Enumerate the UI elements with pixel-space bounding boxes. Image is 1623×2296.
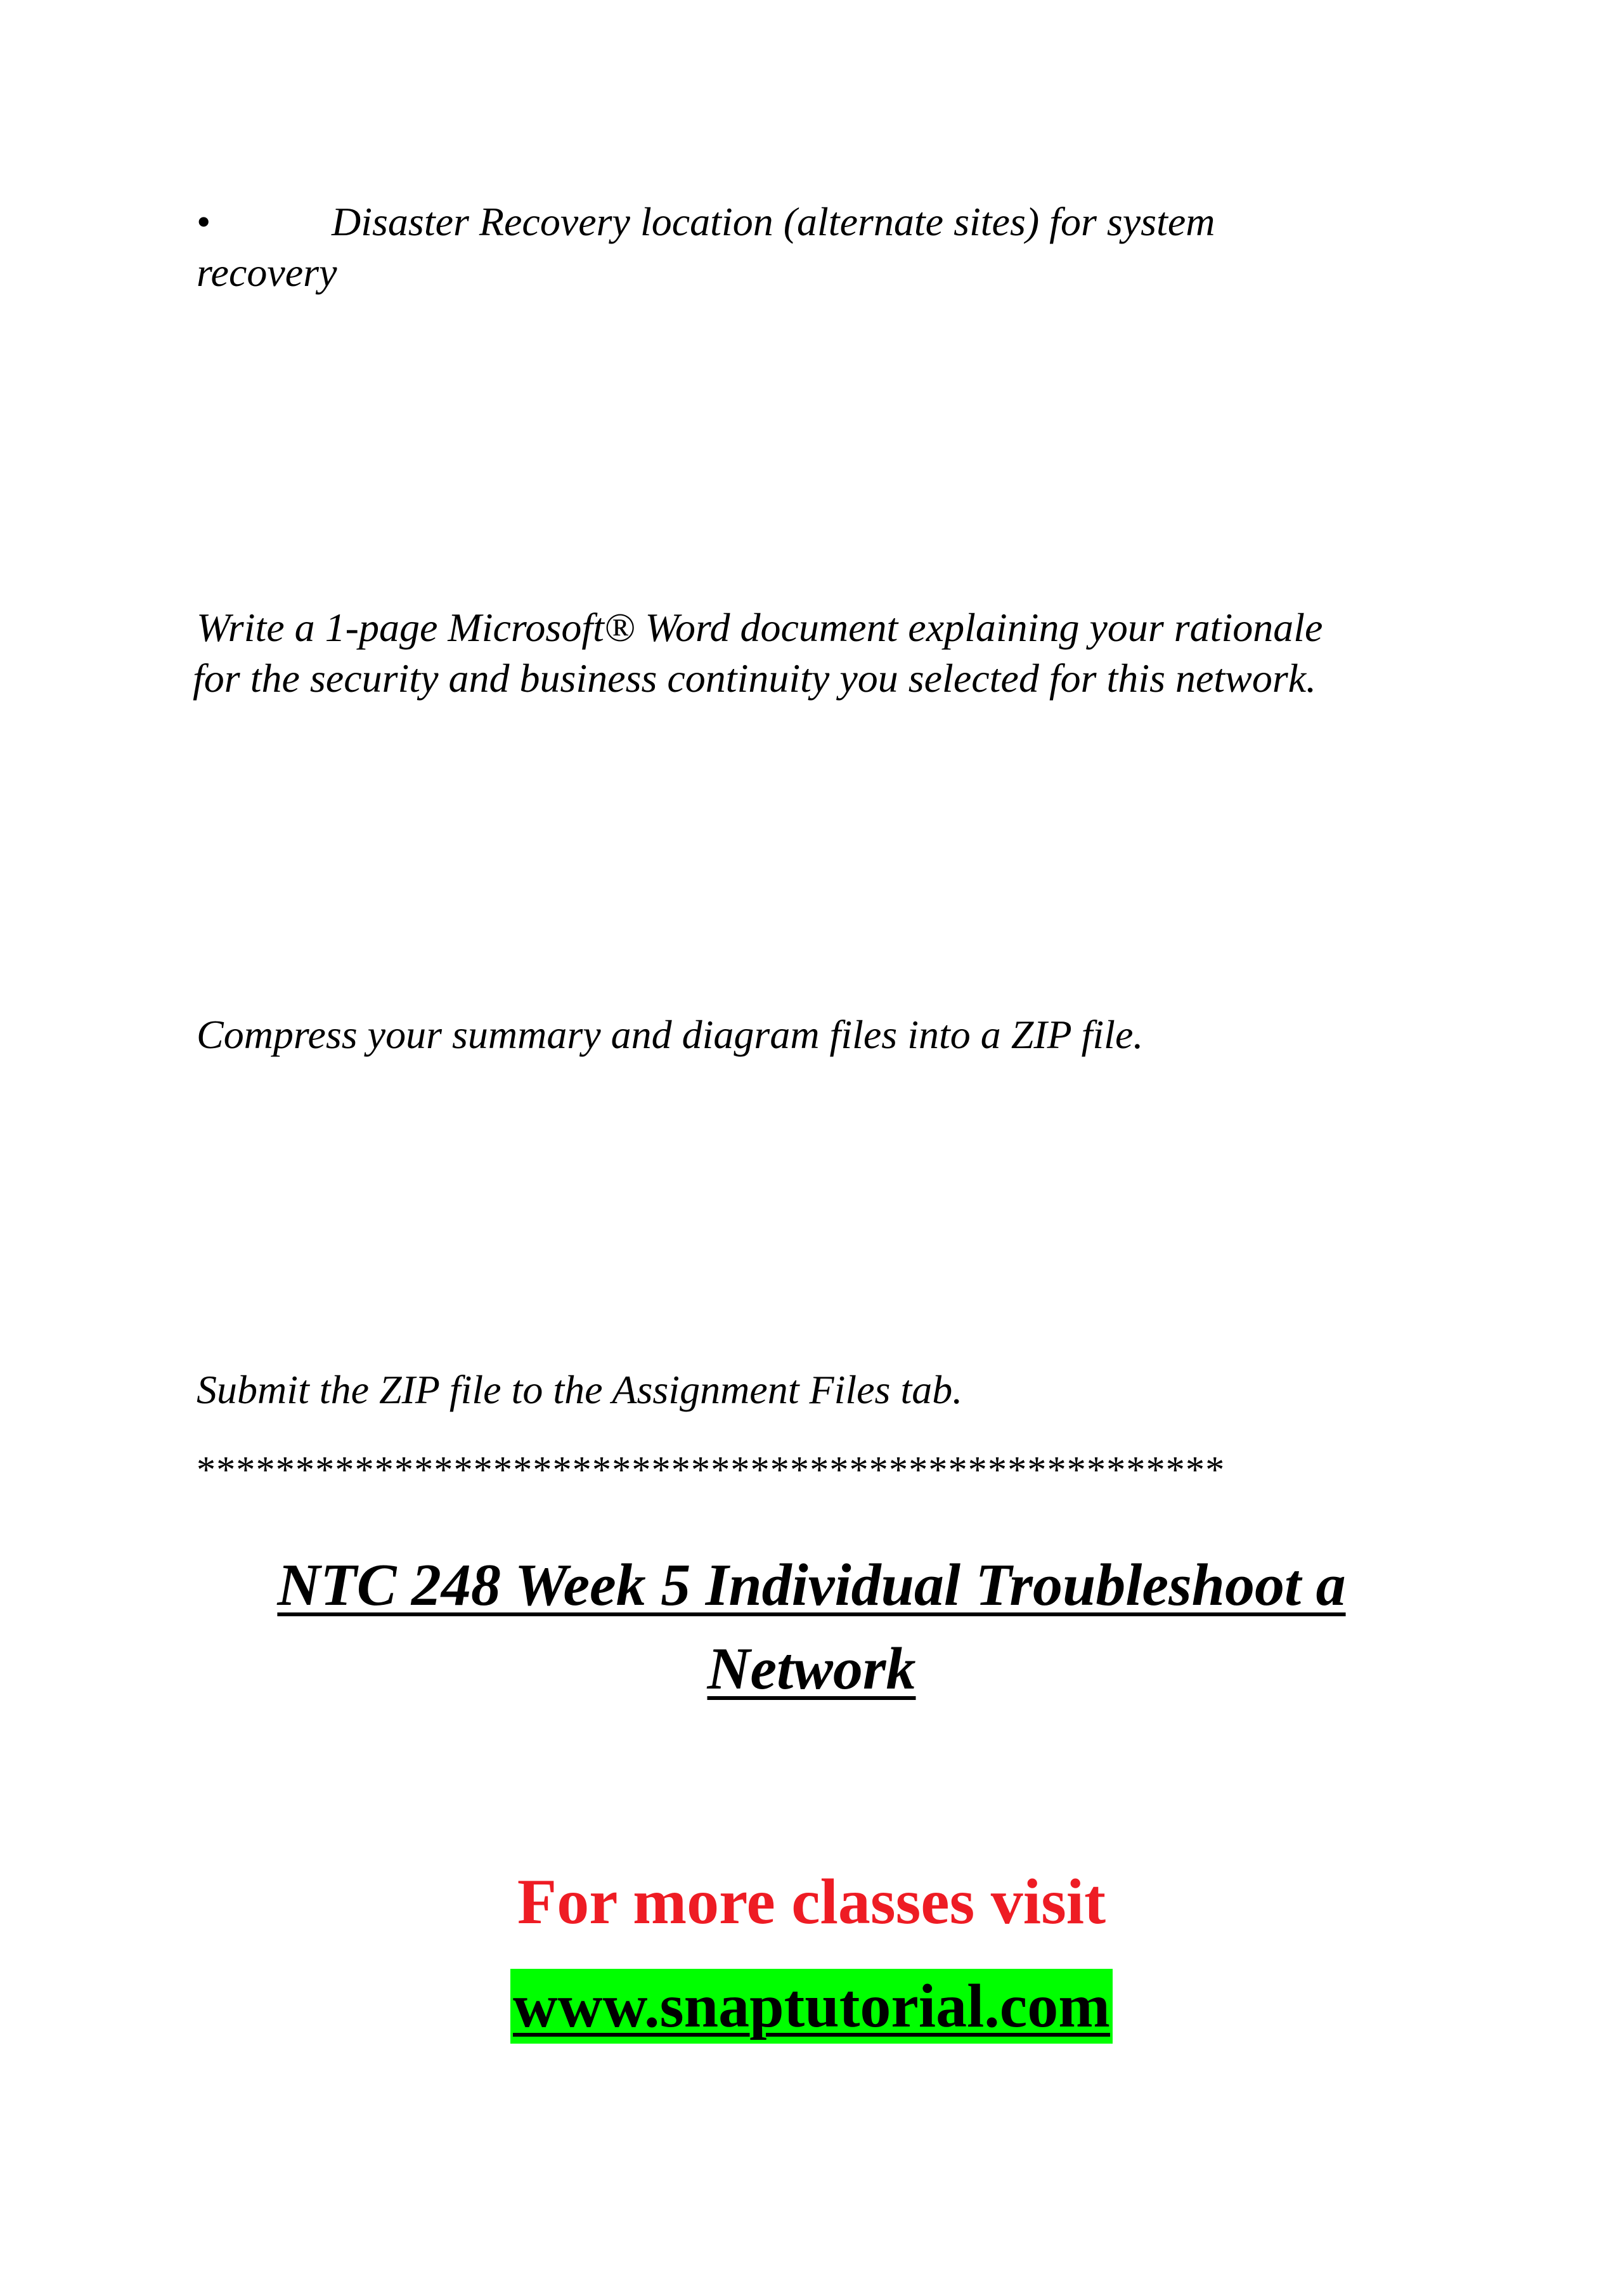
website-link-wrapper [0,1969,1623,2044]
promo-text: For more classes visit [517,1866,1106,1938]
separator-line: **************************************************** [197,1449,1225,1491]
write-instruction-line2: for the security and business continuity you selected for this network. [193,656,1317,701]
heading-line2: Network [707,1636,916,1702]
bullet-item [197,197,1215,247]
write-instruction-line1: Write a 1-page Microsoft® Word document explaining your rationale [197,605,1323,650]
submit-instruction: Submit the ZIP file to the Assignment Files tab. [197,1367,963,1412]
heading-line1: NTC 248 Week 5 Individual Troubleshoot a [277,1552,1346,1618]
website-link[interactable]: www.snaptutorial.com [510,1969,1113,2044]
compress-instruction: Compress your summary and diagram files into a ZIP file. [197,1012,1144,1057]
bullet-item-text-line2: recovery [197,250,337,295]
bullet-marker: • [197,199,211,244]
bullet-item-text-line1: Disaster Recovery location (alternate sites) for system [332,199,1215,244]
